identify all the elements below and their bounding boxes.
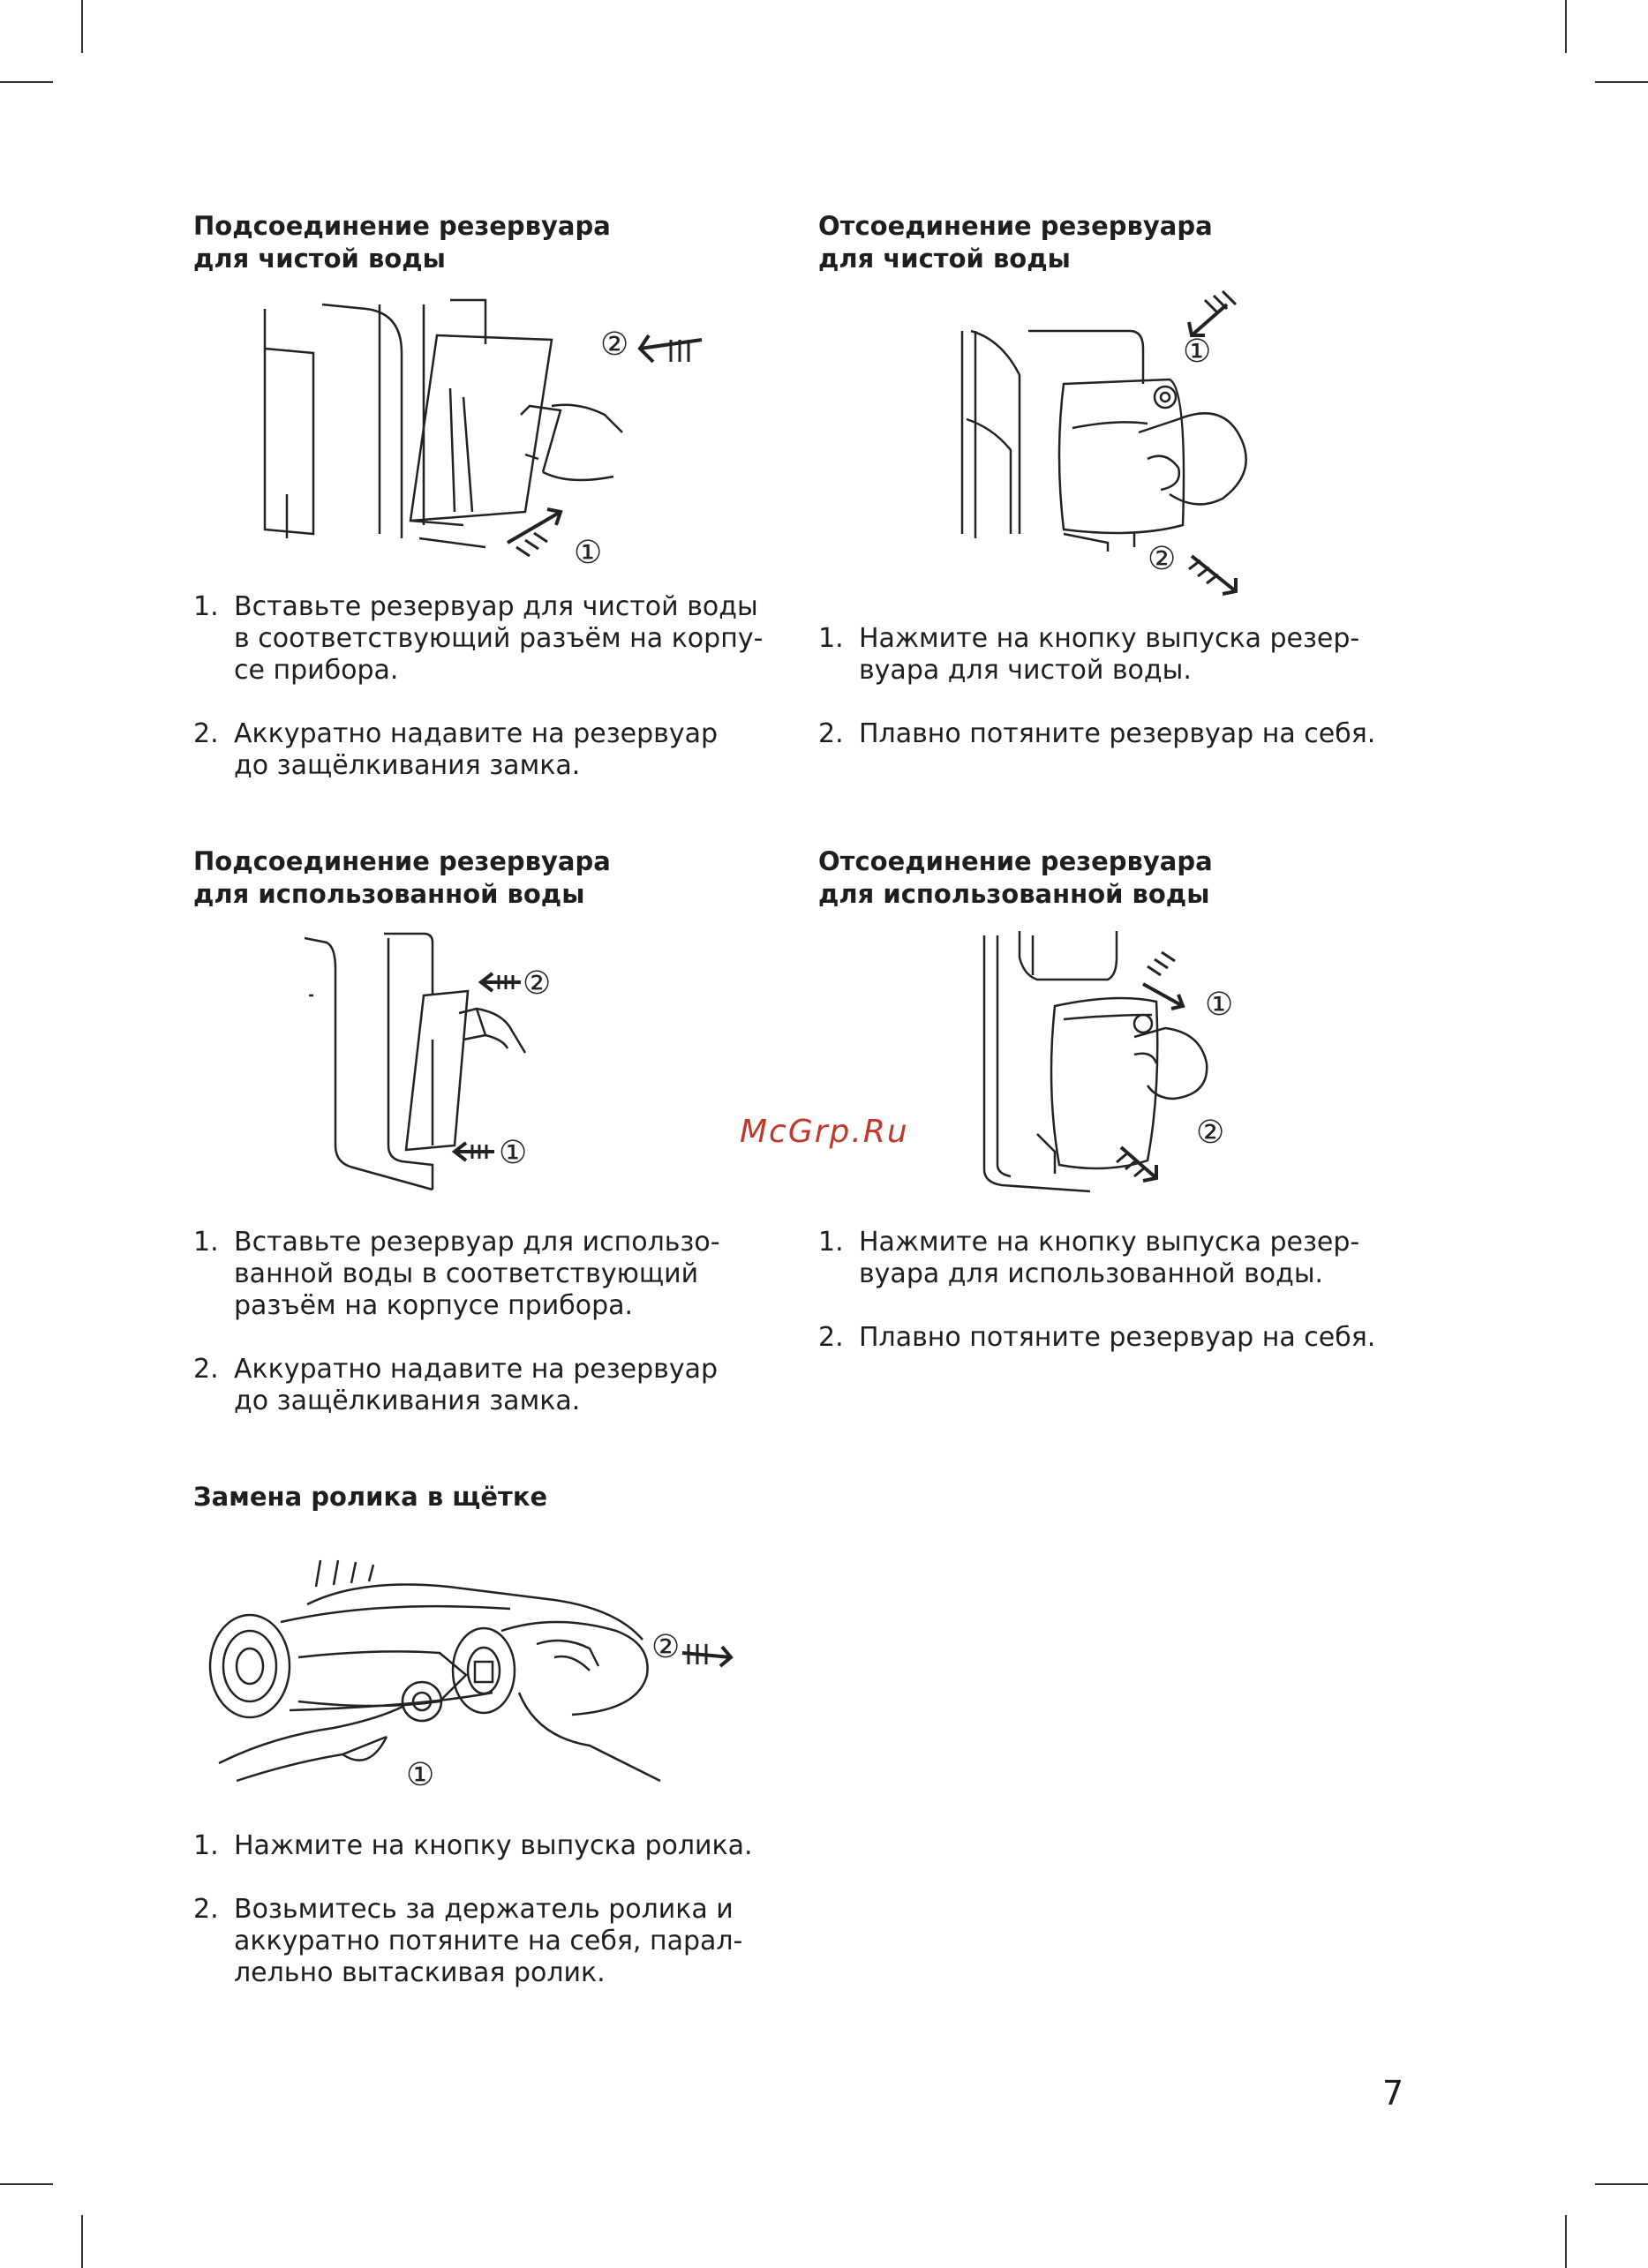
section-heading: Подсоединение резервуара для использованной воды bbox=[193, 846, 611, 909]
step-item: 1. Вставьте резервуар для использо- ванной воды в соответствующий разъём на корпусе прибора. bbox=[193, 1227, 720, 1321]
step-item: 1. Вставьте резервуар для чистой воды в соответствующий разъём на корпу- се прибора. bbox=[193, 591, 764, 686]
section-heading: Отсоединение резервуара для чистой воды bbox=[818, 211, 1213, 274]
steps-list bbox=[193, 591, 802, 814]
steps-list bbox=[193, 1227, 802, 1449]
section-connect-clean-tank bbox=[193, 210, 802, 781]
callout-step-1: ① bbox=[1205, 987, 1234, 1023]
step-item: 2. Возьмитесь за держатель ролика и аккуратно потяните на себя, парал- лельно вытаскивая ролик. bbox=[193, 1894, 743, 1988]
crop-mark bbox=[1595, 2183, 1648, 2185]
section-heading: Отсоединение резервуара для использованной воды bbox=[818, 846, 1213, 909]
step-item: 2. Аккуратно надавите на резервуар до защёлкивания замка. bbox=[193, 718, 719, 781]
crop-mark bbox=[81, 2215, 83, 2268]
callout-step-2: ② bbox=[1196, 1115, 1225, 1151]
crop-mark bbox=[81, 0, 83, 53]
illustration-disconnect-used-tank bbox=[975, 931, 1258, 1196]
step-item: 2. Аккуратно надавите на резервуар до защёлкивания замка. bbox=[193, 1354, 719, 1416]
callout-step-1: ① bbox=[1183, 334, 1212, 370]
crop-mark bbox=[0, 2183, 53, 2185]
crop-mark bbox=[1565, 0, 1567, 53]
section-heading: Подсоединение резервуара для чистой воды bbox=[193, 211, 611, 274]
callout-step-1: ① bbox=[406, 1757, 435, 1793]
section-connect-used-tank bbox=[193, 845, 802, 1416]
callout-step-2: ② bbox=[600, 327, 629, 363]
illustration-connect-clean-tank bbox=[260, 300, 719, 574]
steps-list bbox=[818, 623, 1427, 782]
steps-list bbox=[818, 1227, 1427, 1386]
step-item: 1. Нажмите на кнопку выпуска ролика. bbox=[193, 1830, 753, 1861]
callout-step-2: ② bbox=[523, 965, 552, 1002]
crop-mark bbox=[1595, 81, 1648, 83]
callout-step-1: ① bbox=[574, 535, 603, 571]
step-item: 2. Плавно потяните резервуар на себя. bbox=[818, 1322, 1376, 1353]
steps-list bbox=[193, 1830, 802, 2021]
crop-mark bbox=[1565, 2215, 1567, 2268]
watermark: McGrp.Ru bbox=[740, 1114, 909, 1150]
section-disconnect-clean-tank bbox=[818, 210, 1427, 749]
illustration-connect-used-tank bbox=[300, 934, 583, 1198]
section-heading: Замена ролика в щётке bbox=[193, 1482, 548, 1512]
callout-step-2: ② bbox=[651, 1629, 681, 1665]
page-number: 7 bbox=[1382, 2074, 1404, 2113]
illustration-roller-replacement bbox=[201, 1560, 749, 1794]
callout-step-1: ① bbox=[499, 1135, 528, 1171]
section-roller-replacement bbox=[193, 1481, 802, 1988]
crop-mark bbox=[0, 81, 53, 83]
callout-step-2: ② bbox=[1148, 541, 1177, 577]
step-item: 2. Плавно потяните резервуар на себя. bbox=[818, 718, 1376, 749]
step-item: 1. Нажмите на кнопку выпуска резер- вуара для чистой воды. bbox=[818, 623, 1360, 686]
step-item: 1. Нажмите на кнопку выпуска резер- вуара для использованной воды. bbox=[818, 1227, 1360, 1289]
illustration-disconnect-clean-tank bbox=[958, 296, 1249, 600]
